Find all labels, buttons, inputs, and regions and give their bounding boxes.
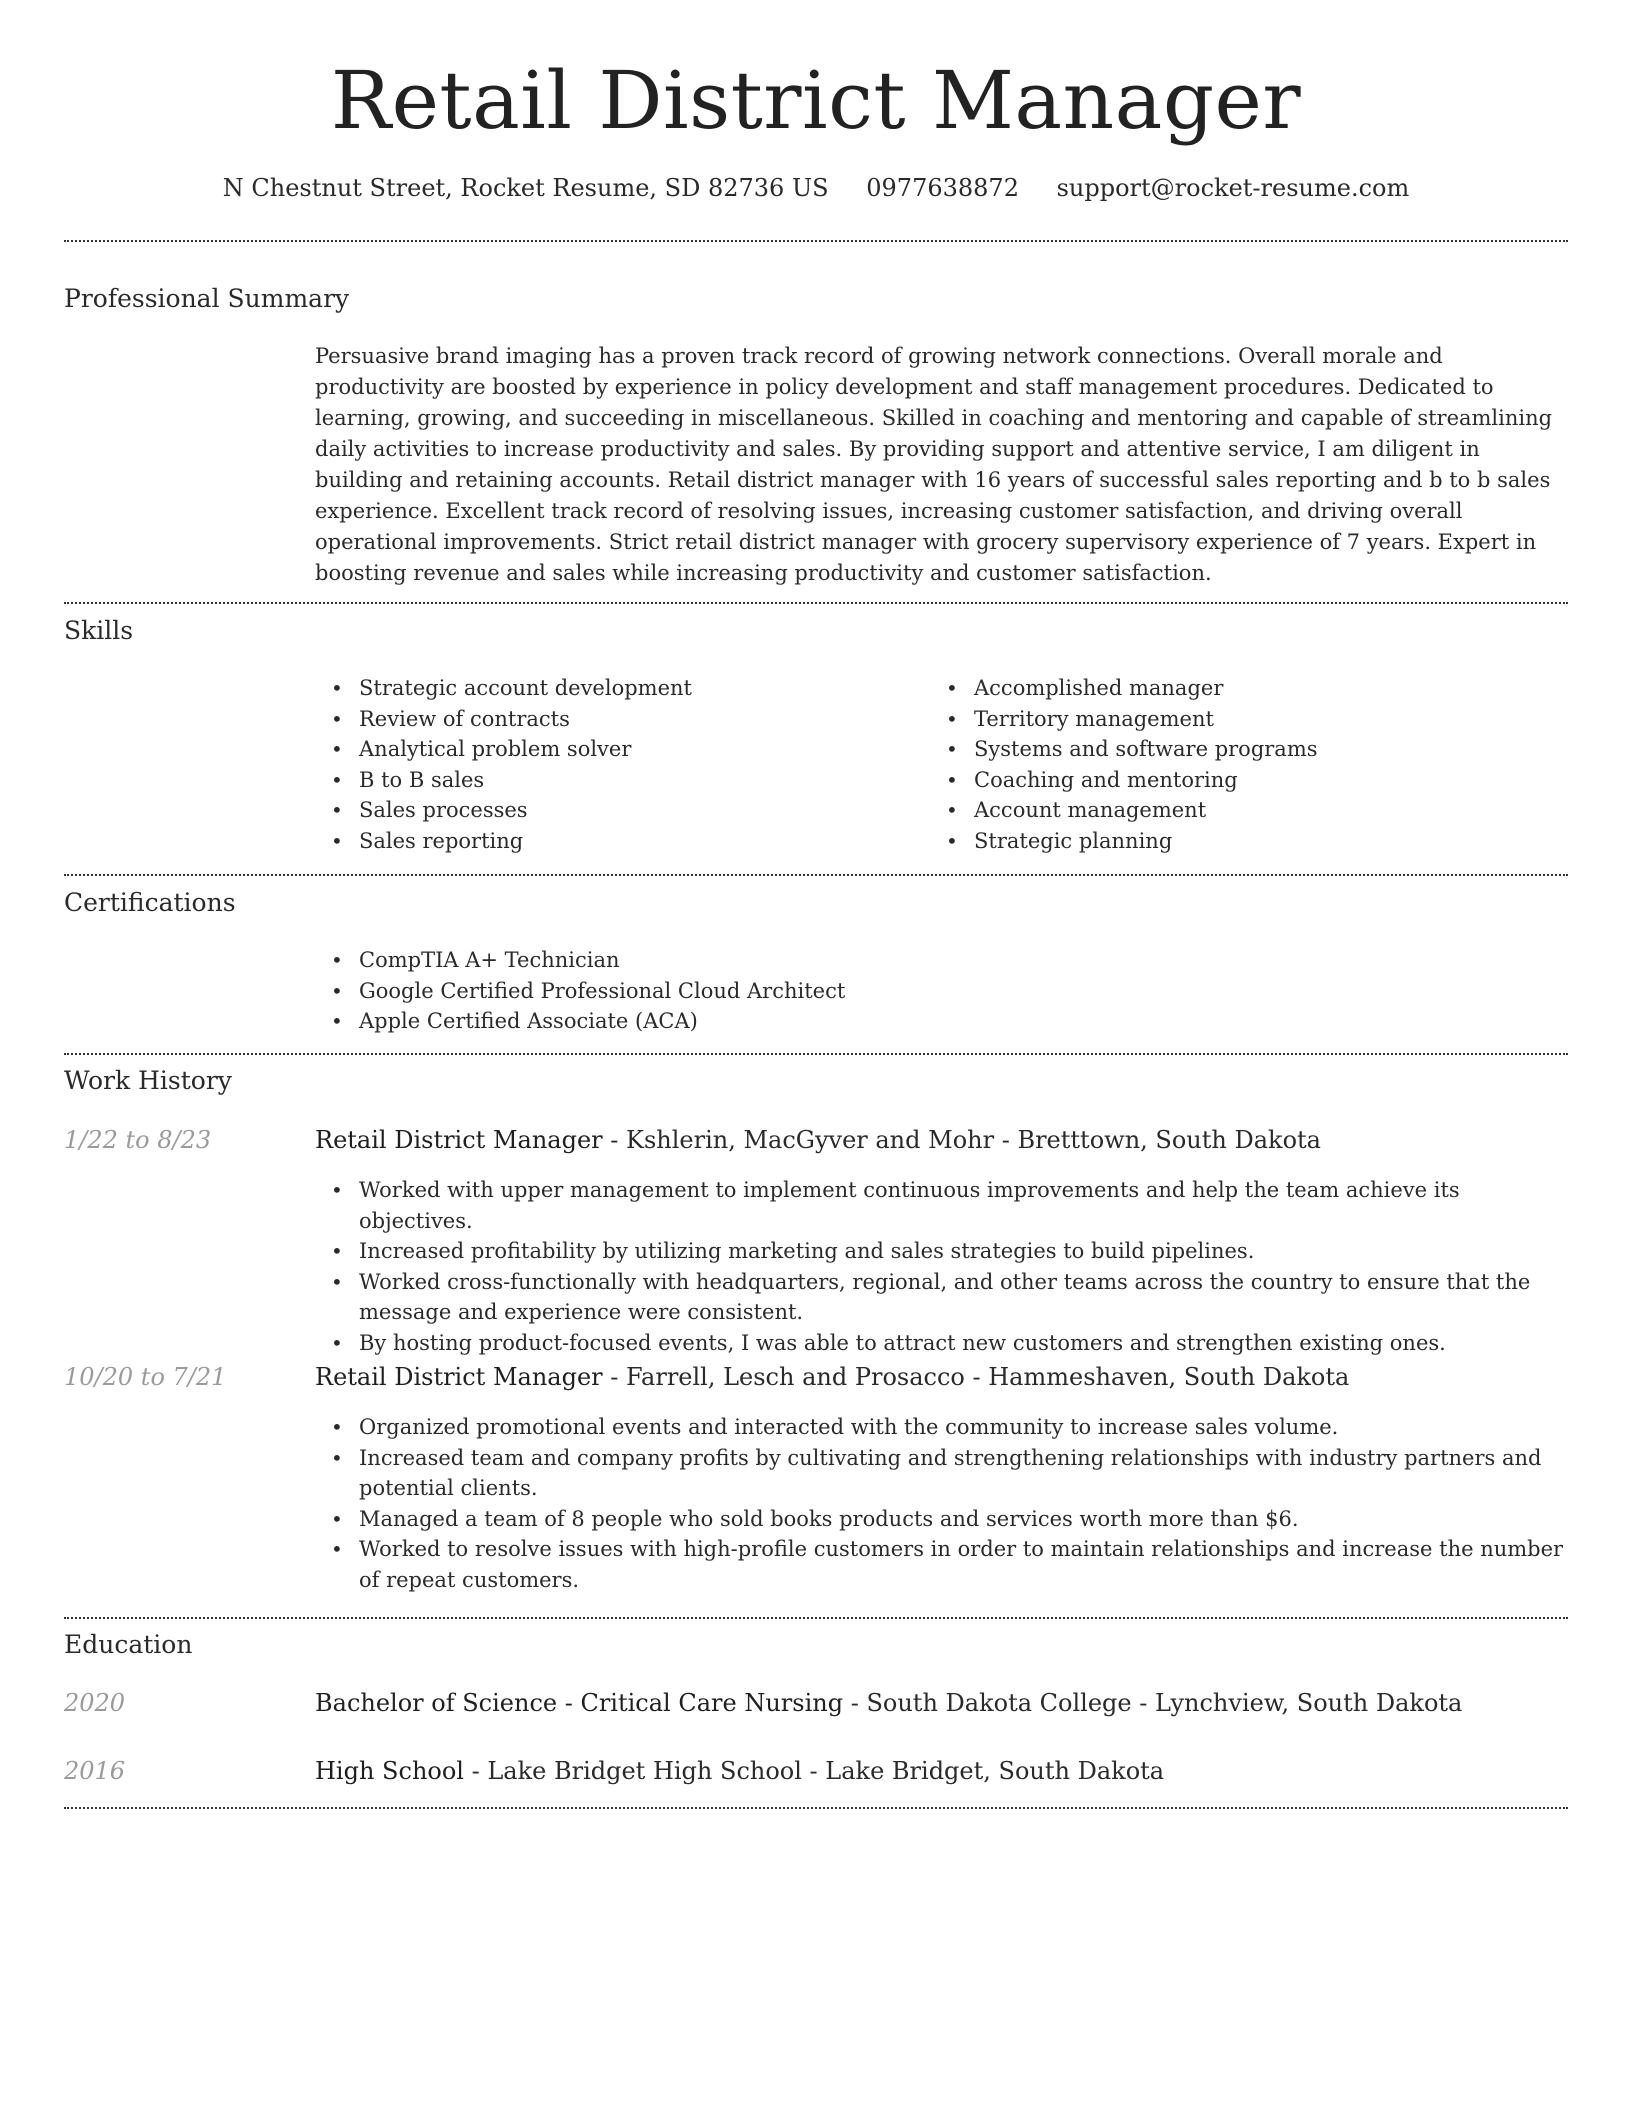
- education-entry: [315, 1686, 1568, 1720]
- job-employer: - Farrell, Lesch and Prosacco - Hammeshaven, South Dakota: [602, 1363, 1350, 1391]
- education-year: 2016: [64, 1757, 126, 1785]
- skill-item: • Systems and software programs: [930, 734, 1530, 765]
- skills-list-right: [930, 673, 1530, 857]
- education-year: 2020: [64, 1689, 126, 1717]
- divider: [64, 1617, 1568, 1619]
- contact-email: support@rocket-resume.com: [1056, 174, 1410, 202]
- education-entry: [315, 1754, 1568, 1788]
- job-bullet: • Managed a team of 8 people who sold books products and services worth more than $6.: [315, 1504, 1568, 1535]
- skill-item: • Accomplished manager: [930, 673, 1530, 704]
- job-bullet: • Increased team and company profits by cultivating and strengthening relationships with industry partners and potential clients.: [315, 1443, 1568, 1504]
- job-title: [315, 1123, 1568, 1157]
- divider: [64, 602, 1568, 604]
- job-bullets: [315, 1412, 1568, 1596]
- job-bullet: • Increased profitability by utilizing marketing and sales strategies to build pipelines.: [315, 1236, 1568, 1267]
- skill-item: • Sales processes: [315, 795, 915, 826]
- job-bullet: • Organized promotional events and interacted with the community to increase sales volume.: [315, 1412, 1568, 1443]
- divider: [64, 1053, 1568, 1055]
- skill-item: • Review of contracts: [315, 704, 915, 735]
- skill-item: • Sales reporting: [315, 826, 915, 857]
- job-role: Retail District Manager: [315, 1126, 603, 1154]
- education-degree: Bachelor of Science - Critical Care Nursing: [315, 1689, 844, 1717]
- skill-item: • Territory management: [930, 704, 1530, 735]
- job-bullet: • Worked to resolve issues with high-profile customers in order to maintain relationships and increase the number of repeat customers.: [315, 1534, 1568, 1595]
- work-history-heading: Work History: [64, 1066, 232, 1095]
- job-bullet: • Worked cross-functionally with headquarters, regional, and other teams across the country to ensure that the message and experience were consistent.: [315, 1267, 1568, 1328]
- job-title: [315, 1360, 1568, 1394]
- certifications-list: [315, 945, 1568, 1037]
- divider: [64, 240, 1568, 242]
- skill-item: • Strategic planning: [930, 826, 1530, 857]
- certification-item: • Apple Certified Associate (ACA): [315, 1006, 1568, 1037]
- job-dates: 10/20 to 7/21: [64, 1363, 227, 1391]
- job-bullet: • By hosting product-focused events, I was able to attract new customers and strengthen existing ones.: [315, 1328, 1568, 1359]
- education-degree: High School: [315, 1757, 464, 1785]
- skill-item: • Analytical problem solver: [315, 734, 915, 765]
- job-dates: 1/22 to 8/23: [64, 1126, 212, 1154]
- certifications-heading: Certifications: [64, 888, 236, 917]
- summary-heading: Professional Summary: [64, 284, 350, 313]
- job-employer: - Kshlerin, MacGyver and Mohr - Bretttown, South Dakota: [602, 1126, 1321, 1154]
- skills-heading: Skills: [64, 616, 134, 645]
- skills-list-left: [315, 673, 915, 857]
- job-role: Retail District Manager: [315, 1363, 603, 1391]
- certification-item: • CompTIA A+ Technician: [315, 945, 1568, 976]
- job-bullets: [315, 1175, 1568, 1359]
- summary-text: Persuasive brand imaging has a proven track record of growing network connections. Overall morale and productivity are boosted by experience in policy development and staff management procedures. Dedicated to learning, growing, and succeeding in miscellaneous. Skilled in coaching and mentoring and capable of streamlining daily activities to increase productivity and sales. By providing support and attentive service, I am diligent in building and retaining accounts. Retail district manager with 16 years of successful sales reporting and b to b sales experience. Excellent track record of resolving issues, increasing customer satisfaction, and driving overall operational improvements. Strict retail district manager with grocery supervisory experience of 7 years. Expert in boosting revenue and sales while increasing productivity and customer satisfaction.: [315, 344, 1553, 585]
- skill-item: • Account management: [930, 795, 1530, 826]
- contact-line: [0, 170, 1632, 206]
- certification-item: • Google Certified Professional Cloud Architect: [315, 976, 1568, 1007]
- job-bullet: • Worked with upper management to implement continuous improvements and help the team achieve its objectives.: [315, 1175, 1568, 1236]
- skill-item: • Coaching and mentoring: [930, 765, 1530, 796]
- education-school: - Lake Bridget High School - Lake Bridget, South Dakota: [463, 1757, 1165, 1785]
- skill-item: • Strategic account development: [315, 673, 915, 704]
- contact-phone: 0977638872: [866, 174, 1019, 202]
- contact-address: N Chestnut Street, Rocket Resume, SD 82736 US: [222, 174, 829, 202]
- education-school: - South Dakota College - Lynchview, South Dakota: [843, 1689, 1463, 1717]
- candidate-name: Retail District Manager: [330, 54, 1302, 147]
- divider: [64, 874, 1568, 876]
- skill-item: • B to B sales: [315, 765, 915, 796]
- divider: [64, 1807, 1568, 1809]
- education-heading: Education: [64, 1630, 193, 1659]
